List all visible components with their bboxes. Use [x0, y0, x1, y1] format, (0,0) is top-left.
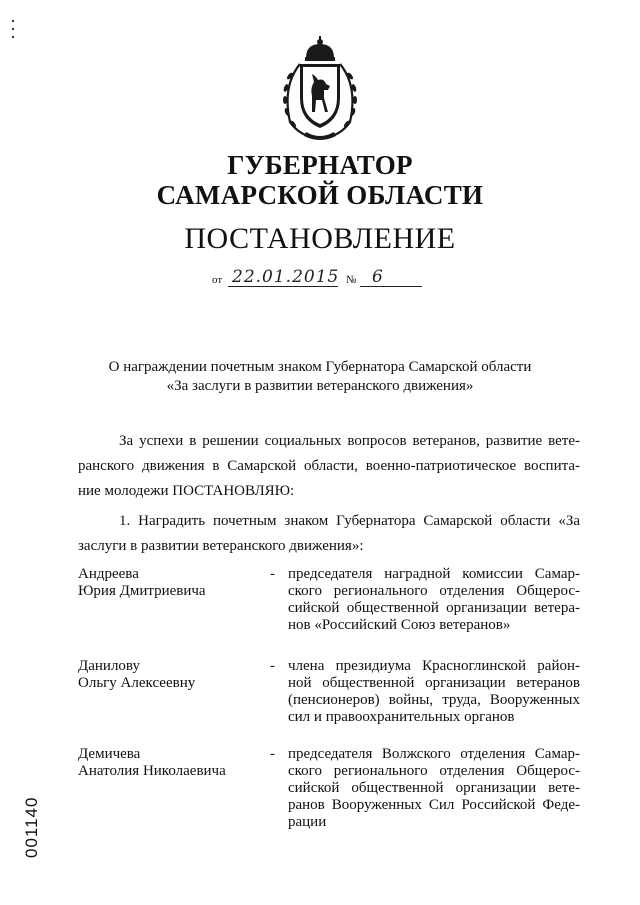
description-line: члена президиума Красноглинской район-	[288, 658, 580, 674]
document-type: ПОСТАНОВЛЕНИЕ	[184, 222, 456, 255]
awardee-description	[288, 658, 580, 726]
dateline	[212, 268, 452, 290]
description-line: председателя наградной комиссии Самар-	[288, 566, 580, 582]
awardee-given-names: Анатолия Николаевича	[78, 763, 226, 779]
registration-number: 001140	[22, 796, 41, 858]
number-label: №	[346, 274, 357, 286]
item-1-line: заслуги в развитии ветеранского движения»:	[78, 538, 364, 554]
awardee-name	[78, 746, 258, 780]
awardee-surname: Данилову	[78, 658, 140, 674]
description-line: сийской общественной организации ветера-	[288, 600, 580, 616]
item-1-paragraph	[78, 509, 580, 559]
preamble-line: ранского движения в Самарской области, военно-патриотическое воспита-	[78, 458, 580, 474]
awardee-surname: Демичева	[78, 746, 141, 762]
preamble-paragraph	[78, 429, 580, 504]
samara-coat-of-arms-icon	[276, 36, 364, 142]
description-line: нов «Российский Союз ветеранов»	[288, 617, 511, 633]
entry-dash: -	[270, 566, 275, 582]
awardee-description	[288, 746, 580, 831]
entry-dash: -	[270, 658, 275, 674]
description-line: ранов Вооруженных Сил Российской Феде-	[288, 797, 580, 813]
description-line: председателя Волжского отделения Самар-	[288, 746, 580, 762]
handwritten-number: 6	[372, 267, 384, 287]
awardee-description	[288, 566, 580, 634]
date-from-label: от	[212, 274, 223, 286]
awardee-name	[78, 658, 258, 692]
preamble-line: ние молодежи ПОСТАНОВЛЯЮ:	[78, 483, 295, 499]
description-line: ского регионального отделения Общерос-	[288, 583, 580, 599]
description-line: сил и правоохранительных органов	[288, 709, 515, 725]
awardee-given-names: Юрия Дмитриевича	[78, 583, 206, 599]
governor-title: ГУБЕРНАТОР	[227, 150, 413, 180]
handwritten-date: 22.01.2015	[232, 267, 340, 287]
subject-line-1: О награждении почетным знаком Губернатора Самарской области	[108, 359, 532, 375]
description-line: ского регионального отделения Общерос-	[288, 763, 580, 779]
preamble-line: За успехи в решении социальных вопросов ветеранов, развитие вете-	[119, 433, 580, 449]
awardee-given-names: Ольгу Алексеевну	[78, 675, 196, 691]
description-line: (пенсионеров) войны, труда, Вооруженных	[288, 692, 580, 708]
subject-line-2: «За заслуги в развитии ветеранского движения»	[166, 378, 474, 394]
number-underline	[360, 286, 422, 287]
awardee-surname: Андреева	[78, 566, 139, 582]
description-line: сийской общественной организации вете-	[288, 780, 580, 796]
item-1-line: 1. Наградить почетным знаком Губернатора Самарской области «За	[119, 513, 580, 529]
description-line: рации	[288, 814, 327, 830]
description-line: ной общественной организации ветеранов	[288, 675, 580, 691]
region-title: САМАРСКОЙ ОБЛАСТИ	[156, 180, 484, 210]
awardee-name	[78, 566, 258, 600]
entry-dash: -	[270, 746, 275, 762]
scan-corner-mark	[10, 20, 16, 60]
